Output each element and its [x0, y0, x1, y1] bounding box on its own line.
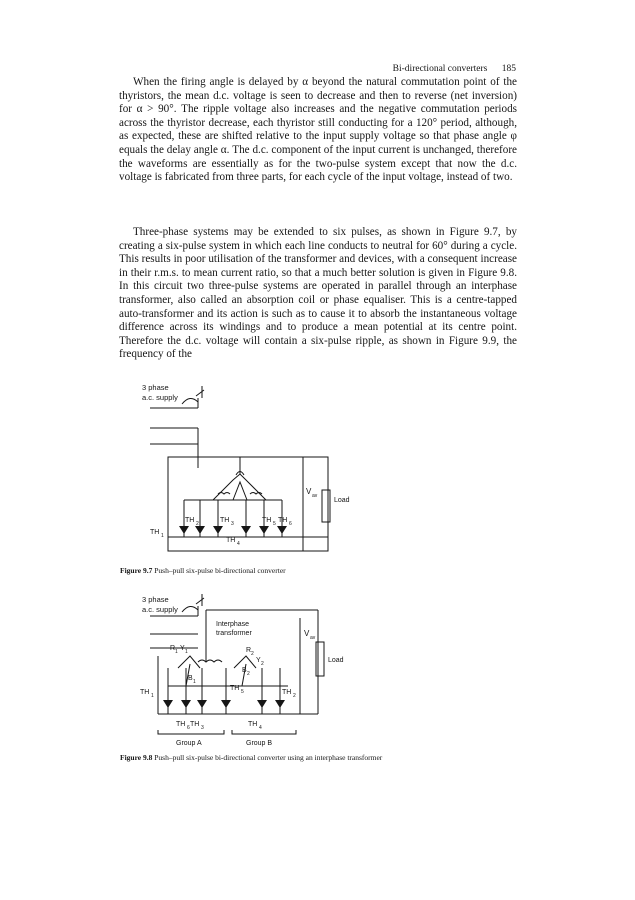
fig8-load: Load — [328, 657, 344, 664]
fig7-supply-label-1: 3 phase — [142, 383, 169, 392]
fig7-supply-label-2: a.c. supply — [142, 393, 178, 402]
fig8-r1: R — [170, 645, 176, 652]
fig8-y1-sub: 1 — [185, 649, 188, 655]
figure-9-7-caption-text: Push–pull six-pulse bi-directional converter — [154, 566, 286, 575]
fig8-interphase-2: transformer — [216, 630, 252, 637]
fig7-th4: TH — [226, 537, 236, 544]
fig7-th2: TH — [185, 517, 195, 524]
fig8-r2-sub: 2 — [251, 651, 254, 657]
fig7-vav-sub: av — [312, 493, 318, 499]
fig7-th6: TH — [278, 517, 288, 524]
fig7-th5-sub: 5 — [273, 521, 276, 527]
fig8-interphase-1: Interphase — [216, 621, 250, 628]
fig8-th1-sub: 1 — [151, 693, 154, 699]
fig8-th6: TH — [176, 721, 186, 728]
fig8-y2: Y — [256, 657, 261, 664]
fig8-supply-label-1: 3 phase — [142, 595, 169, 604]
paragraph-2: Three-phase systems may be extended to six pulses, as shown in Figure 9.7, by creating a six-pulse system in which each line conducts to neutral for 60° during a cycle. This results in poor utilisation of the transformer and devices, with a consequent increase in their r.m.s. to mean current ratio, so that a much better solution is given in Figure 9.8. In this circuit two three-pulse systems are operated in parallel through an interphase transformer, also called an absorption coil or phase equaliser. This is a centre-tapped auto-transformer and its action is such as to cause it to absorb the instantaneous voltage difference across its windings and to produce a mean potential at its centre point. Therefore the d.c. voltage will contain a six-pulse ripple, as shown in Figure 9.9, the frequency of the — [119, 226, 517, 361]
fig8-th2: TH — [282, 689, 292, 696]
fig8-vav-sub: av — [310, 635, 316, 641]
fig8-group-a: Group A — [176, 740, 202, 747]
fig8-th4: TH — [248, 721, 258, 728]
fig8-th4-sub: 4 — [259, 725, 262, 731]
fig8-th3: TH — [190, 721, 200, 728]
header-title: Bi-directional converters — [392, 64, 488, 74]
fig7-th6-sub: 6 — [289, 521, 292, 527]
figure-9-8-caption — [120, 753, 382, 762]
fig8-y2-sub: 2 — [261, 661, 264, 667]
figure-9-7-label: Figure 9.7 — [120, 566, 153, 575]
fig7-th3: TH — [220, 517, 230, 524]
fig8-r1-sub: 1 — [175, 649, 178, 655]
fig8-th2-sub: 2 — [293, 693, 296, 699]
figure-9-7-diagram — [138, 372, 378, 562]
fig7-th4-sub: 4 — [237, 541, 240, 547]
page-number: 185 — [501, 64, 516, 74]
fig7-th2-sub: 2 — [196, 521, 199, 527]
fig7-th1-sub: 1 — [161, 533, 164, 539]
fig7-load: Load — [334, 497, 350, 504]
fig8-r2: R — [246, 647, 252, 654]
figure-9-7-caption — [120, 566, 286, 575]
fig8-group-b: Group B — [246, 740, 273, 747]
fig7-th1: TH — [150, 529, 160, 536]
figure-9-8-label: Figure 9.8 — [120, 753, 153, 762]
fig7-th3-sub: 3 — [231, 521, 234, 527]
fig8-b1: B — [188, 675, 193, 682]
fig8-th6-sub: 6 — [187, 725, 190, 731]
fig8-supply-label-2: a.c. supply — [142, 605, 178, 614]
fig8-b1-sub: 1 — [193, 679, 196, 685]
running-header — [393, 64, 516, 74]
fig8-th5: TH — [230, 685, 240, 692]
figure-9-8-caption-text: Push–pull six-pulse bi-directional converter using an interphase transformer — [154, 753, 383, 762]
fig8-b2: B — [242, 667, 247, 674]
fig8-vav: V — [304, 629, 310, 638]
fig8-y1: Y — [180, 645, 185, 652]
fig8-th1: TH — [140, 689, 150, 696]
figure-9-8-diagram — [138, 590, 378, 750]
fig8-th3-sub: 3 — [201, 725, 204, 731]
paragraph-1: When the firing angle is delayed by α beyond the natural commutation point of the thyristors, the mean d.c. voltage is seen to decrease and then to reverse (net inversion) for α > 90°. The ripple voltage also increases and the negative commutation periods across the thyristor decrease, each thyristor still conducting for a 120° period, although, as expected, these are shifted relative to the input supply voltage so that phase angle φ equals the delay angle α. The d.c. component of the input current is unchanged, therefore the waveforms are essentially as for the two-pulse system except that now the d.c. voltage is fabricated from three parts, for each cycle of the input voltage, instead of two. — [119, 76, 517, 184]
fig7-th5: TH — [262, 517, 272, 524]
fig7-vav: V — [306, 487, 312, 496]
fig8-th5-sub: 5 — [241, 689, 244, 695]
fig8-b2-sub: 2 — [247, 671, 250, 677]
